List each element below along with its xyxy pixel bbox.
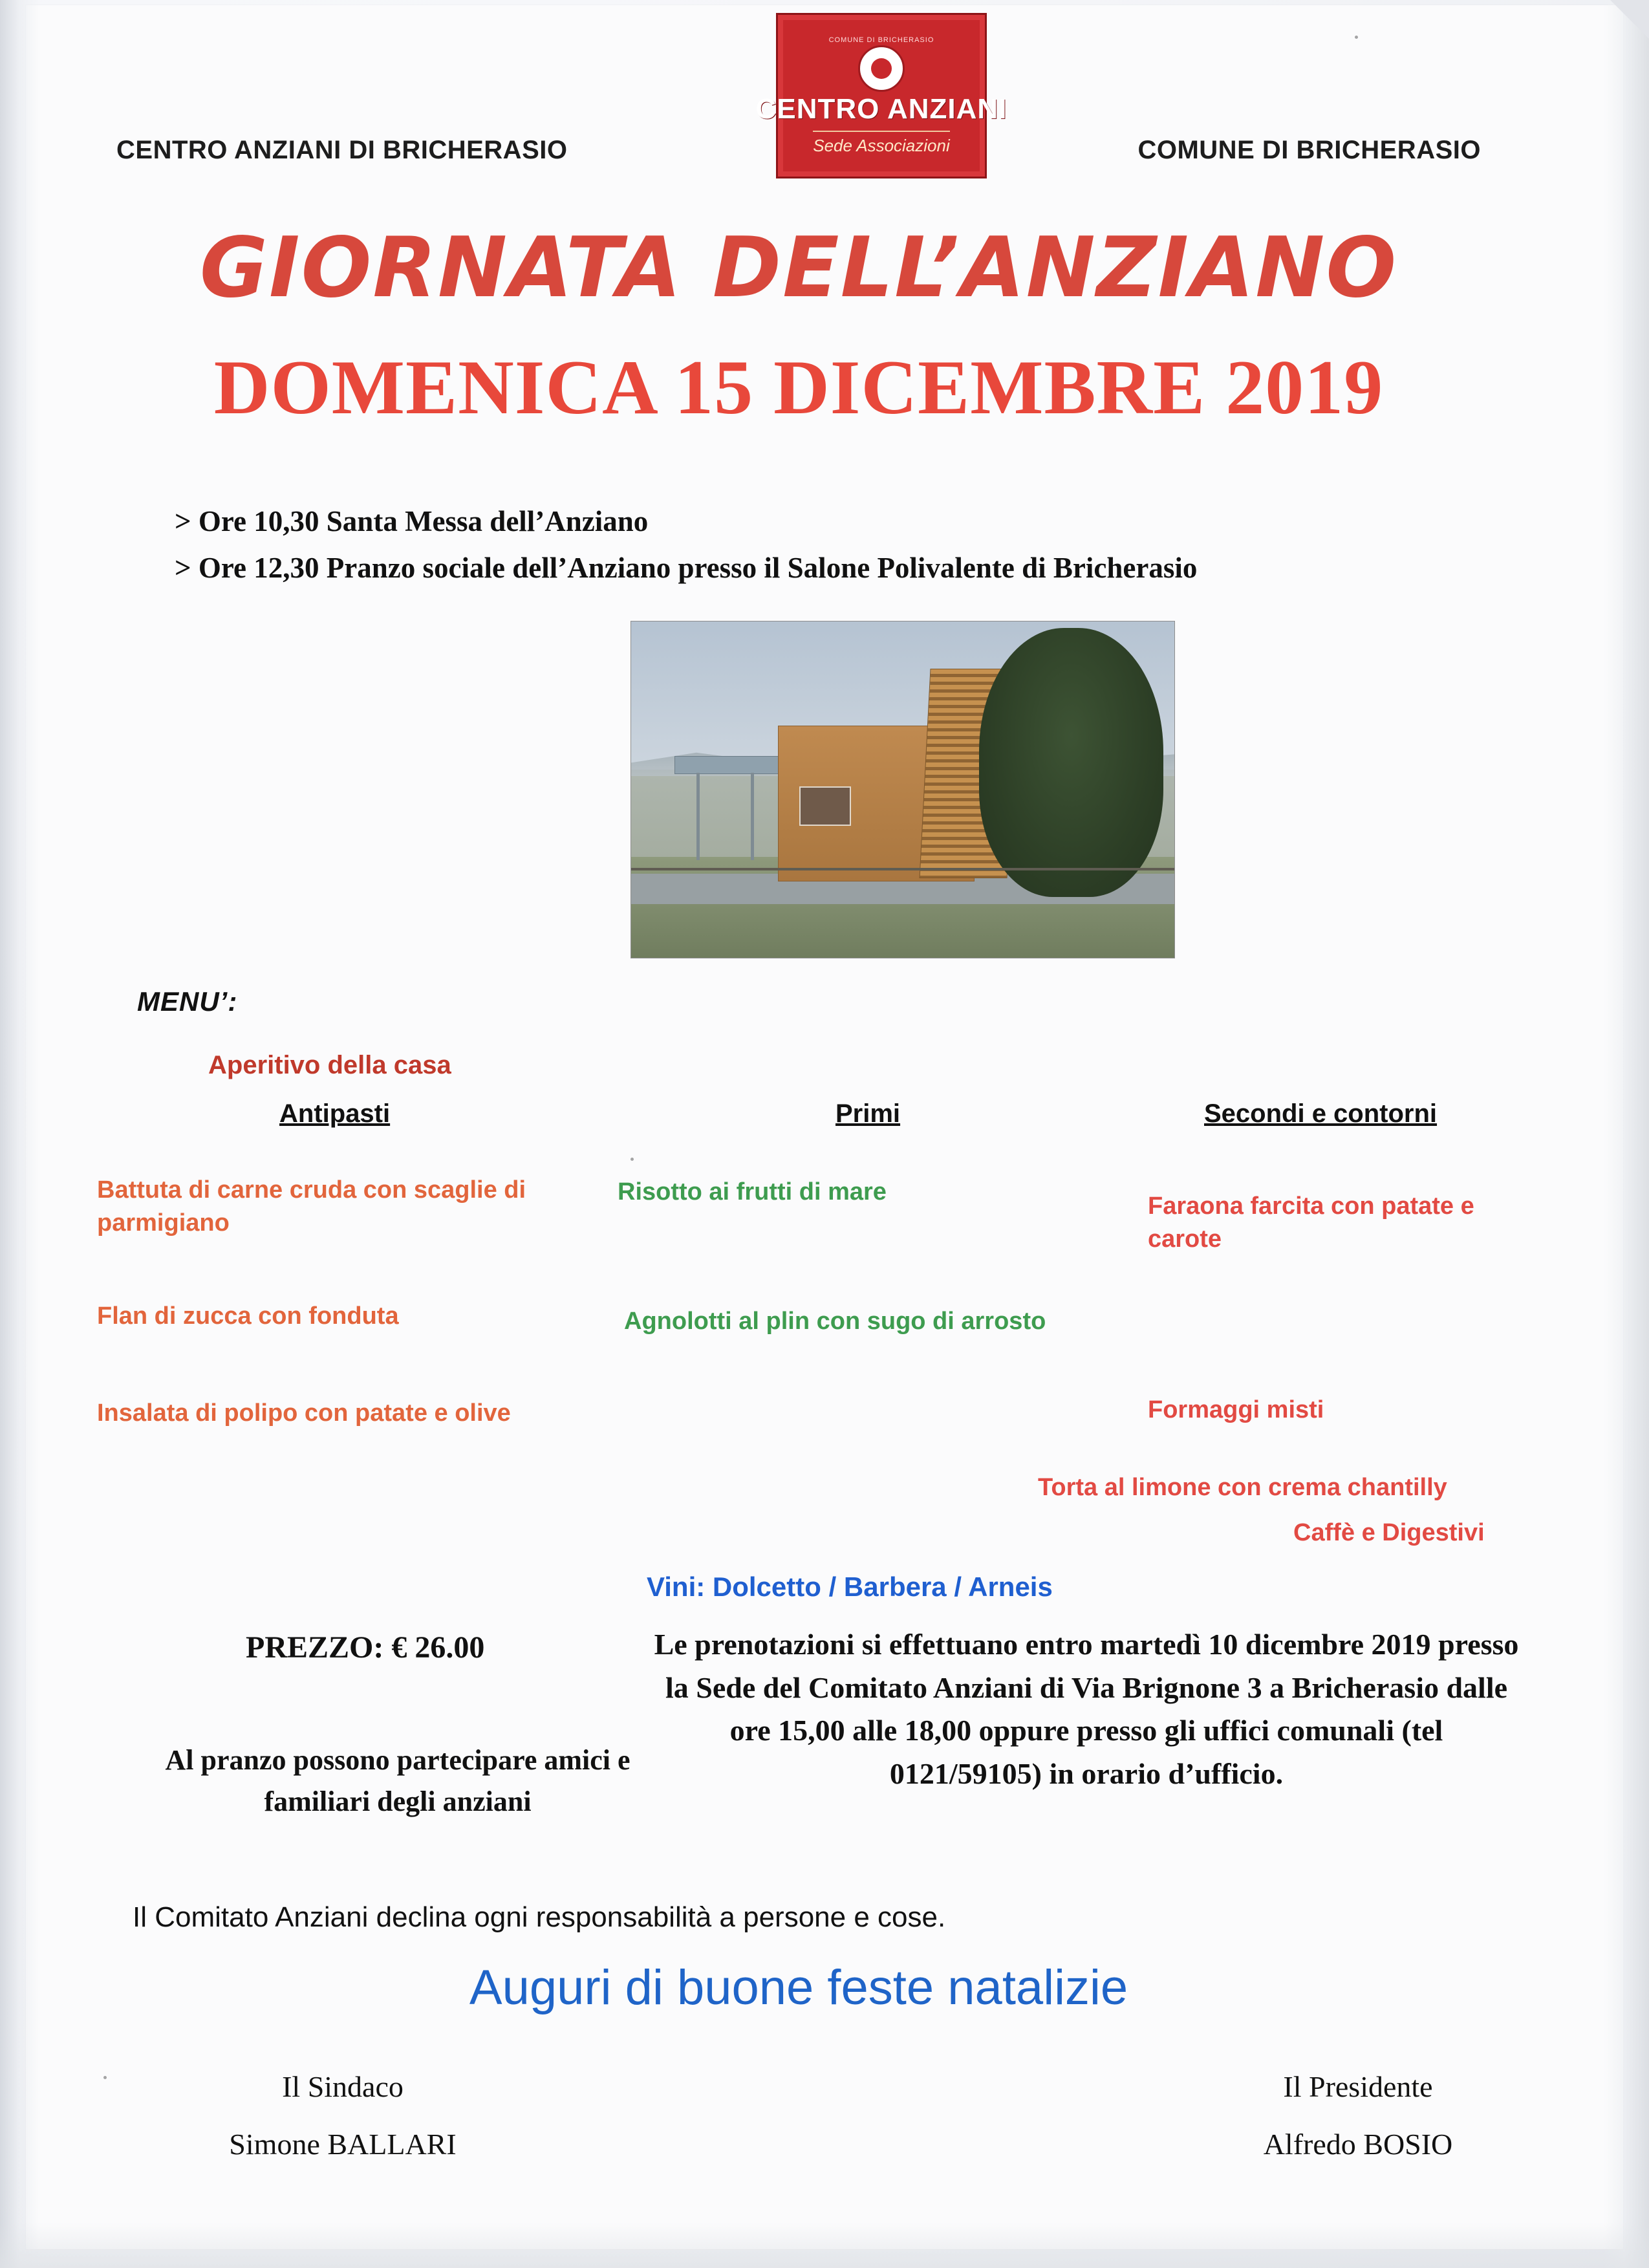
signature-mayor (213, 2069, 472, 2161)
scan-speck (630, 1158, 634, 1161)
schedule-item: > Ore 12,30 Pranzo sociale dell’Anziano presso il Salone Polivalente di Bricherasio (175, 552, 1198, 584)
scan-shadow-left (0, 0, 39, 2268)
menu-item-secondi: Faraona farcita con patate e carote (1148, 1193, 1474, 1253)
photo-building-window (799, 786, 851, 826)
scan-speck (1355, 36, 1358, 39)
photo-post (751, 773, 754, 860)
scan-shadow-right (1604, 0, 1649, 2268)
menu-item-primi: Risotto ai frutti di mare (618, 1178, 887, 1205)
scan-speck (103, 2076, 107, 2079)
menu-item-secondi: Torta al limone con crema chantilly (1038, 1474, 1447, 1501)
menu-item-antipasti: Flan di zucca con fonduta (97, 1302, 399, 1330)
event-date: DOMENICA 15 DICEMBRE 2019 (213, 344, 1384, 430)
menu-item-antipasti: Insalata di polipo con patate e olive (97, 1399, 511, 1427)
signature-name: Alfredo BOSIO (1263, 2128, 1453, 2161)
menu-column-heading-secondi: Secondi e contorni (1204, 1099, 1438, 1128)
scan-shadow-bottom (0, 2223, 1649, 2268)
greeting: Auguri di buone feste natalizie (469, 1960, 1128, 2015)
photo-fence (631, 868, 1174, 870)
menu-column-heading-antipasti: Antipasti (279, 1099, 391, 1128)
logo-top-text: COMUNE DI BRICHERASIO (828, 36, 934, 44)
organisation-left: CENTRO ANZIANI DI BRICHERASIO (116, 136, 568, 164)
menu-item-secondi: Caffè e Digestivi (1293, 1519, 1485, 1546)
photo-post (696, 773, 700, 860)
reservation-info: Le prenotazioni si effettuano entro martedì 10 dicembre 2019 presso la Sede del Comitato Anziani di Via Brignone 3 a Bricherasio dalle ore 15,00 alle 18,00 oppure presso gli uffici comunali (tel 0121/59105) in orario d’ufficio. (654, 1628, 1519, 1791)
menu-item-antipasti: Battuta di carne cruda con scaglie di parmigiano (97, 1176, 526, 1237)
menu-label: MENU’: (137, 986, 238, 1017)
participation-note: Al pranzo possono partecipare amici e familiari degli anziani (165, 1744, 630, 1817)
signature-role: Il Presidente (1283, 2070, 1433, 2103)
logo-subtitle: Sede Associazioni (813, 131, 950, 156)
menu-column-heading-primi: Primi (835, 1099, 901, 1128)
municipal-seal-icon (858, 45, 905, 92)
disclaimer: Il Comitato Anziani declina ogni responsabilità a persone e cose. (133, 1901, 946, 1933)
venue-photo (630, 621, 1175, 958)
menu-item-primi: Agnolotti al plin con sugo di arrosto (624, 1308, 1046, 1335)
signature-name: Simone BALLARI (229, 2128, 457, 2161)
schedule-item: > Ore 10,30 Santa Messa dell’Anziano (175, 505, 649, 537)
menu-aperitivo: Aperitivo della casa (208, 1051, 451, 1079)
signature-president (1222, 2069, 1494, 2161)
page-title: GIORNATA DELL’ANZIANO (199, 220, 1398, 316)
signature-role: Il Sindaco (282, 2070, 404, 2103)
menu-item-secondi: Formaggi misti (1148, 1396, 1324, 1423)
paper-corner-fold (1610, 0, 1649, 39)
schedule (175, 498, 1533, 591)
organisation-right: COMUNE DI BRICHERASIO (1137, 136, 1481, 164)
photo-tree (979, 628, 1164, 897)
centro-anziani-logo (755, 13, 1008, 178)
price: PREZZO: € 26.00 (246, 1630, 485, 1665)
logo-title: CENTRO ANZIANI (755, 92, 1008, 125)
menu-wines: Vini: Dolcetto / Barbera / Arneis (647, 1571, 1053, 1602)
